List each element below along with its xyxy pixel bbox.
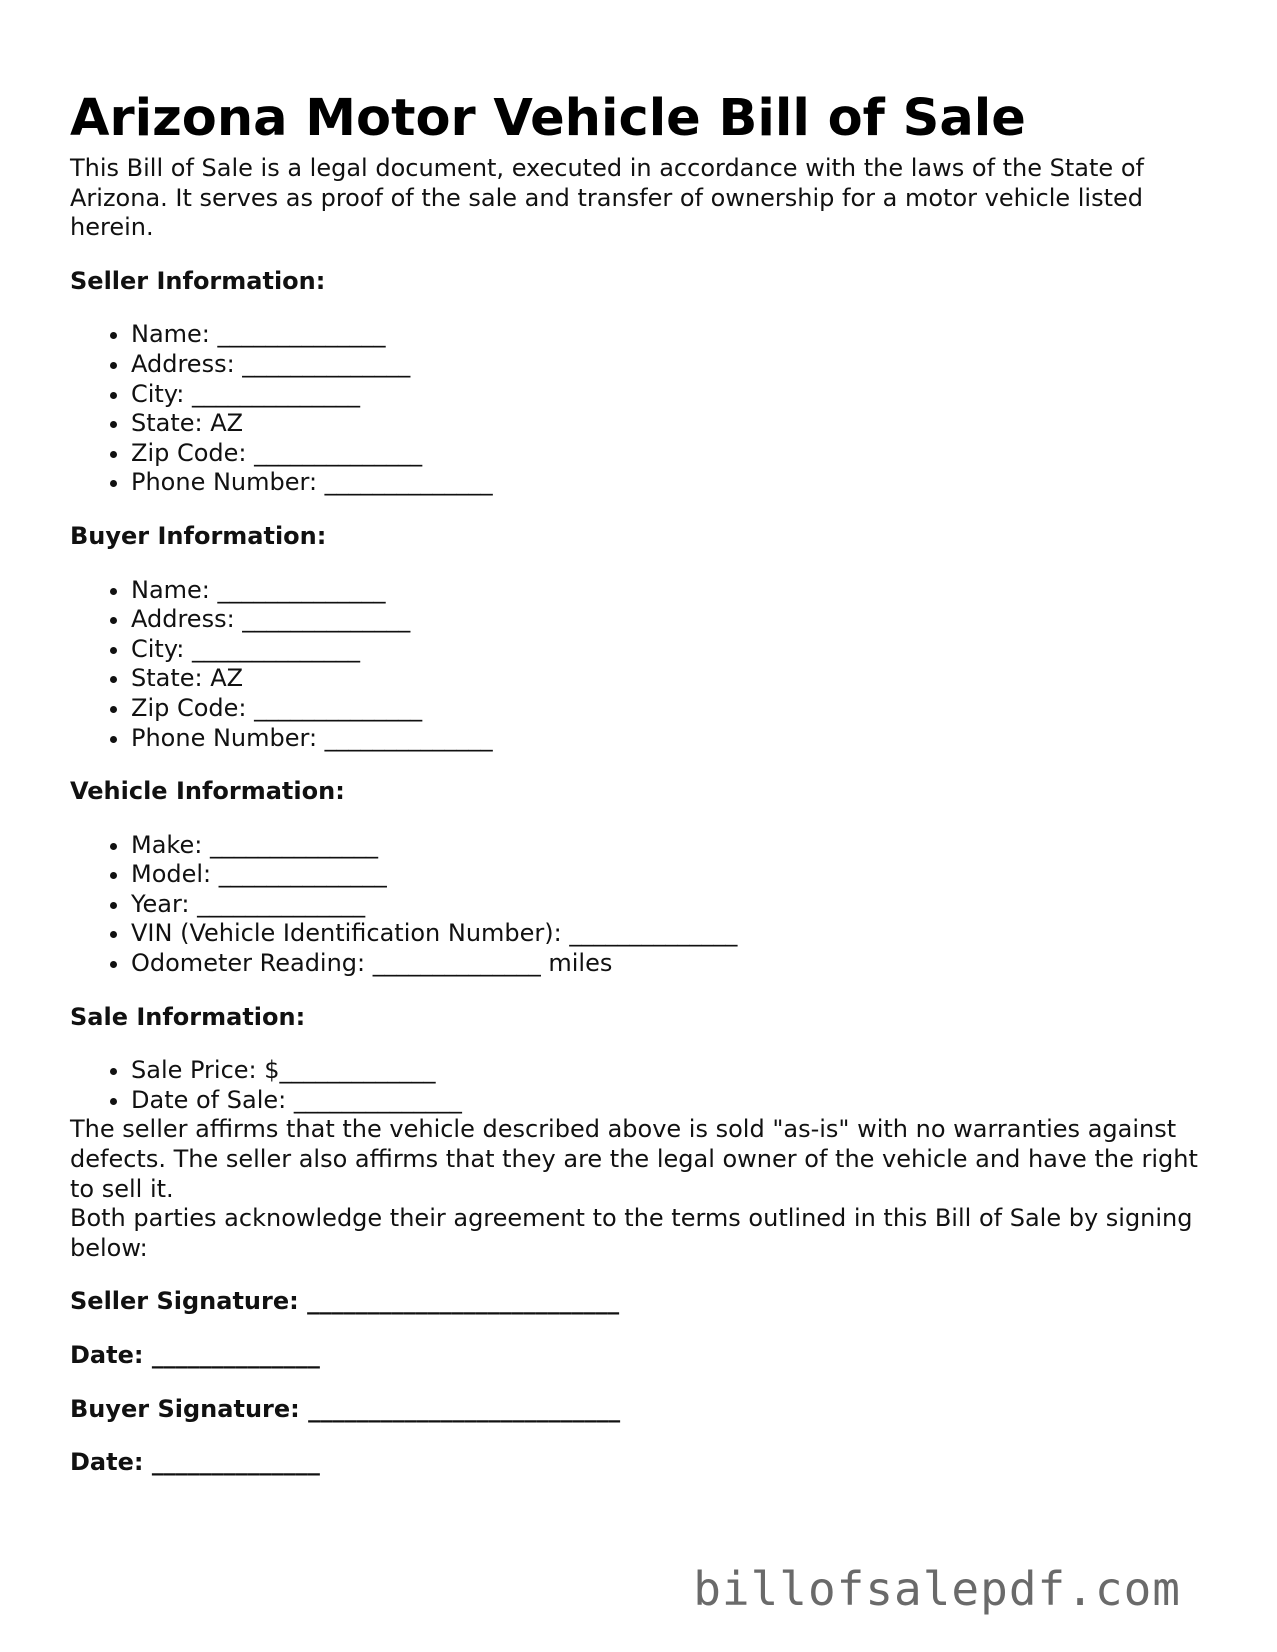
buyer-signature-line: Buyer Signature: __________________________: [70, 1394, 621, 1423]
buyer-phone-field: • Phone Number: ______________: [131, 724, 1210, 754]
buyer-name-field: • Name: ______________: [131, 576, 1210, 606]
intro-paragraph: This Bill of Sale is a legal document, executed in accordance with the laws of the State of Arizona. It serves as proof of the sale and transfer of ownership for a motor vehicle listed herein.: [70, 154, 1144, 242]
buyer-date-line: Date: ______________: [70, 1448, 320, 1477]
acknowledgment-paragraph: Both parties acknowledge their agreement to the terms outlined in this Bill of Sale by signing below:: [70, 1204, 1193, 1262]
vehicle-info-heading: Vehicle Information:: [70, 777, 345, 806]
sale-date-field: • Date of Sale: ______________: [131, 1086, 1210, 1116]
document-title: Arizona Motor Vehicle Bill of Sale: [70, 89, 1026, 148]
vehicle-make-field: • Make: ______________: [131, 831, 1210, 861]
seller-phone-field: • Phone Number: ______________: [131, 468, 1210, 498]
buyer-info-list: [70, 576, 1210, 754]
buyer-info-heading: Buyer Information:: [70, 521, 327, 550]
seller-city-field: • City: ______________: [131, 380, 1210, 410]
seller-info-list: [70, 320, 1210, 498]
seller-zip-field: • Zip Code: ______________: [131, 439, 1210, 469]
seller-address-field: • Address: ______________: [131, 350, 1210, 380]
affirmation-paragraph: The seller affirms that the vehicle described above is sold "as-is" with no warranties against defects. The seller also affirms that they are the legal owner of the vehicle and have the right to sell it.: [70, 1115, 1198, 1203]
seller-signature-line: Seller Signature: __________________________: [70, 1287, 620, 1316]
seller-state-field: • State: AZ: [131, 409, 1210, 439]
vehicle-odometer-field: • Odometer Reading: ______________ miles: [131, 949, 1210, 979]
buyer-zip-field: • Zip Code: ______________: [131, 694, 1210, 724]
buyer-address-field: • Address: ______________: [131, 605, 1210, 635]
sale-info-heading: Sale Information:: [70, 1002, 306, 1031]
seller-name-field: • Name: ______________: [131, 320, 1210, 350]
watermark: billofsalepdf.com: [693, 1562, 1181, 1616]
seller-date-line: Date: ______________: [70, 1341, 320, 1369]
buyer-state-field: • State: AZ: [131, 664, 1210, 694]
sale-info-list: [70, 1056, 1210, 1115]
vehicle-info-list: [70, 831, 1210, 979]
vehicle-vin-field: • VIN (Vehicle Identification Number): ______________: [131, 919, 1210, 949]
vehicle-year-field: • Year: ______________: [131, 890, 1210, 920]
sale-price-field: • Sale Price: $_____________: [131, 1056, 1210, 1086]
seller-info-heading: Seller Information:: [70, 266, 326, 295]
vehicle-model-field: • Model: ______________: [131, 860, 1210, 890]
buyer-city-field: • City: ______________: [131, 635, 1210, 665]
document-page: [70, 84, 1210, 1478]
